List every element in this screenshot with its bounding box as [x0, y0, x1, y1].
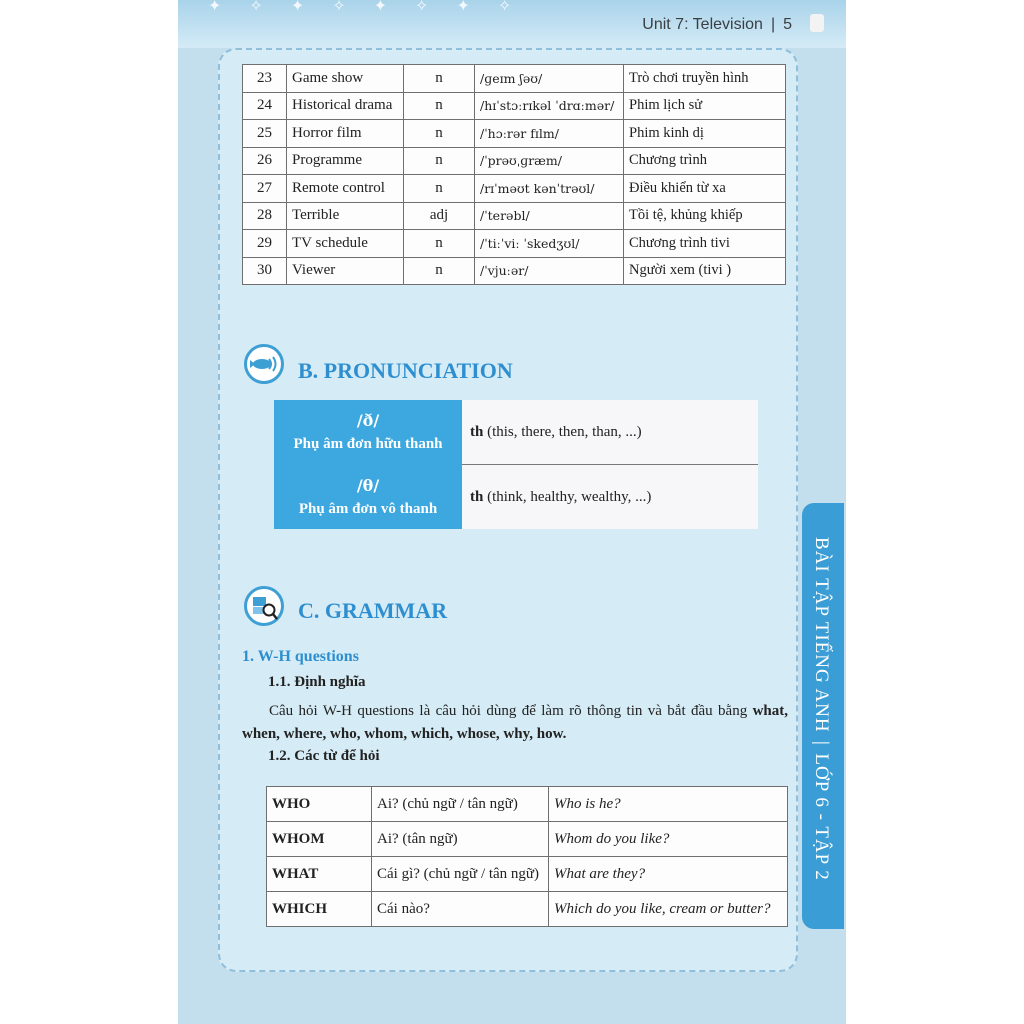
grammar-title: C. GRAMMAR: [298, 598, 448, 623]
example-letters: th: [470, 488, 484, 505]
definition-text: Câu hỏi W-H questions là câu hỏi dùng để làm rõ thông tin và bắt đầu bằng: [269, 703, 753, 719]
vocab-ipa: /ˈhɔːrər fɪlm/: [475, 120, 624, 148]
wh-row: [267, 822, 788, 857]
vocab-ipa: /ˈvjuːər/: [475, 257, 624, 285]
vocab-number: 26: [243, 147, 287, 175]
wh-word: WHOM: [267, 822, 372, 857]
pronunciation-row: [274, 400, 758, 465]
side-tab: [802, 503, 844, 929]
phoneme-cell: [274, 400, 462, 465]
grade-volume: LỚP 6 - TẬP 2: [811, 753, 832, 881]
decorative-sparkles: ✦✧✦✧✦✧✦✧: [208, 0, 540, 15]
wh-questions-table: [266, 786, 788, 927]
pronunciation-row: [274, 465, 758, 530]
vocab-meaning: Phim kinh dị: [624, 120, 786, 148]
vocab-meaning: Điều khiển từ xa: [624, 175, 786, 203]
vocab-meaning: Người xem (tivi ): [624, 257, 786, 285]
vocab-word: Viewer: [287, 257, 404, 285]
running-head: [642, 16, 792, 34]
vocab-number: 28: [243, 202, 287, 230]
phoneme-example-cell: [462, 465, 758, 530]
wh-meaning: Cái gì? (chủ ngữ / tân ngữ): [372, 857, 549, 892]
example-letters: th: [470, 423, 484, 440]
side-tab-text: [810, 537, 832, 881]
vocab-word: Programme: [287, 147, 404, 175]
definition-paragraph: [242, 700, 788, 746]
wh-row: [267, 857, 788, 892]
vocab-part-of-speech: adj: [404, 202, 475, 230]
phoneme-example-cell: [462, 400, 758, 465]
vocab-word: Terrible: [287, 202, 404, 230]
magnifier-book-icon: [244, 586, 284, 626]
vocab-row: [243, 175, 786, 203]
vocab-part-of-speech: n: [404, 175, 475, 203]
header-separator: |: [770, 16, 776, 33]
vocab-ipa: /ˈprəʊˌɡræm/: [475, 147, 624, 175]
vocab-row: [243, 92, 786, 120]
vocab-part-of-speech: n: [404, 92, 475, 120]
phoneme-description: Phụ âm đơn vô thanh: [298, 500, 438, 517]
wh-example: Whom do you like?: [549, 822, 788, 857]
wh-meaning: Cái nào?: [372, 892, 549, 927]
vocab-part-of-speech: n: [404, 120, 475, 148]
wh-meaning: Ai? (tân ngữ): [372, 822, 549, 857]
book-title: BÀI TẬP TIẾNG ANH: [811, 537, 832, 733]
vocab-meaning: Phim lịch sử: [624, 92, 786, 120]
book-page: [178, 0, 846, 1024]
vocab-part-of-speech: n: [404, 230, 475, 258]
speaker-icon: [244, 344, 284, 384]
example-words: (think, healthy, wealthy, ...): [483, 488, 652, 505]
unit-title: Unit 7: Television: [642, 16, 763, 33]
vocab-row: [243, 257, 786, 285]
vocab-ipa: /ˈtiːˈviː ˈskedʒʊl/: [475, 230, 624, 258]
wh-word: WHAT: [267, 857, 372, 892]
page-number: 5: [783, 16, 792, 33]
pronunciation-table: [274, 400, 758, 529]
wh-example: Which do you like, cream or butter?: [549, 892, 788, 927]
vocab-row: [243, 147, 786, 175]
vocab-part-of-speech: n: [404, 257, 475, 285]
wh-meaning: Ai? (chủ ngữ / tân ngữ): [372, 787, 549, 822]
vocab-row: [243, 230, 786, 258]
phoneme-description: Phụ âm đơn hữu thanh: [293, 436, 443, 453]
vocab-meaning: Trò chơi truyền hình: [624, 65, 786, 93]
vocab-word: Horror film: [287, 120, 404, 148]
vocab-ipa: /hɪˈstɔːrɪkəl ˈdrɑːmər/: [475, 92, 624, 120]
vocab-number: 27: [243, 175, 287, 203]
vocab-number: 23: [243, 65, 287, 93]
phoneme-symbol: /ð/: [356, 411, 380, 431]
vocab-row: [243, 120, 786, 148]
phoneme-symbol: /θ/: [356, 475, 380, 495]
vocab-number: 29: [243, 230, 287, 258]
vocab-row: [243, 65, 786, 93]
wh-row: [267, 892, 788, 927]
vocab-word: Historical drama: [287, 92, 404, 120]
vocab-word: Game show: [287, 65, 404, 93]
vocab-ipa: /ˈterəbl/: [475, 202, 624, 230]
vocab-word: Remote control: [287, 175, 404, 203]
vocab-meaning: Tồi tệ, khủng khiếp: [624, 202, 786, 230]
vocab-word: TV schedule: [287, 230, 404, 258]
pronunciation-title: B. PRONUNCIATION: [298, 358, 513, 383]
vocabulary-table: [242, 64, 786, 285]
wh-example: What are they?: [549, 857, 788, 892]
question-words-subheading: 1.2. Các từ để hỏi: [268, 748, 380, 764]
vocab-row: [243, 202, 786, 230]
grammar-heading: 1. W-H questions: [242, 648, 359, 665]
wh-word: WHICH: [267, 892, 372, 927]
vocab-ipa: /ɡeɪm ʃəʊ/: [475, 65, 624, 93]
vocab-meaning: Chương trình tivi: [624, 230, 786, 258]
vocab-part-of-speech: n: [404, 65, 475, 93]
definition-subheading: 1.1. Định nghĩa: [268, 674, 366, 690]
vocab-number: 24: [243, 92, 287, 120]
vocab-number: 25: [243, 120, 287, 148]
wh-example: Who is he?: [549, 787, 788, 822]
vocab-part-of-speech: n: [404, 147, 475, 175]
page-corner-tab: [810, 14, 824, 32]
vocab-number: 30: [243, 257, 287, 285]
wh-row: [267, 787, 788, 822]
question-words: what, when, where, who, whom, which, whose, why, how.: [242, 703, 788, 742]
wh-word: WHO: [267, 787, 372, 822]
phoneme-cell: [274, 465, 462, 530]
example-words: (this, there, then, than, ...): [483, 423, 642, 440]
side-tab-separator: |: [811, 740, 832, 746]
page-header-band: [178, 0, 846, 48]
vocab-meaning: Chương trình: [624, 147, 786, 175]
vocab-ipa: /rɪˈməʊt kənˈtrəʊl/: [475, 175, 624, 203]
